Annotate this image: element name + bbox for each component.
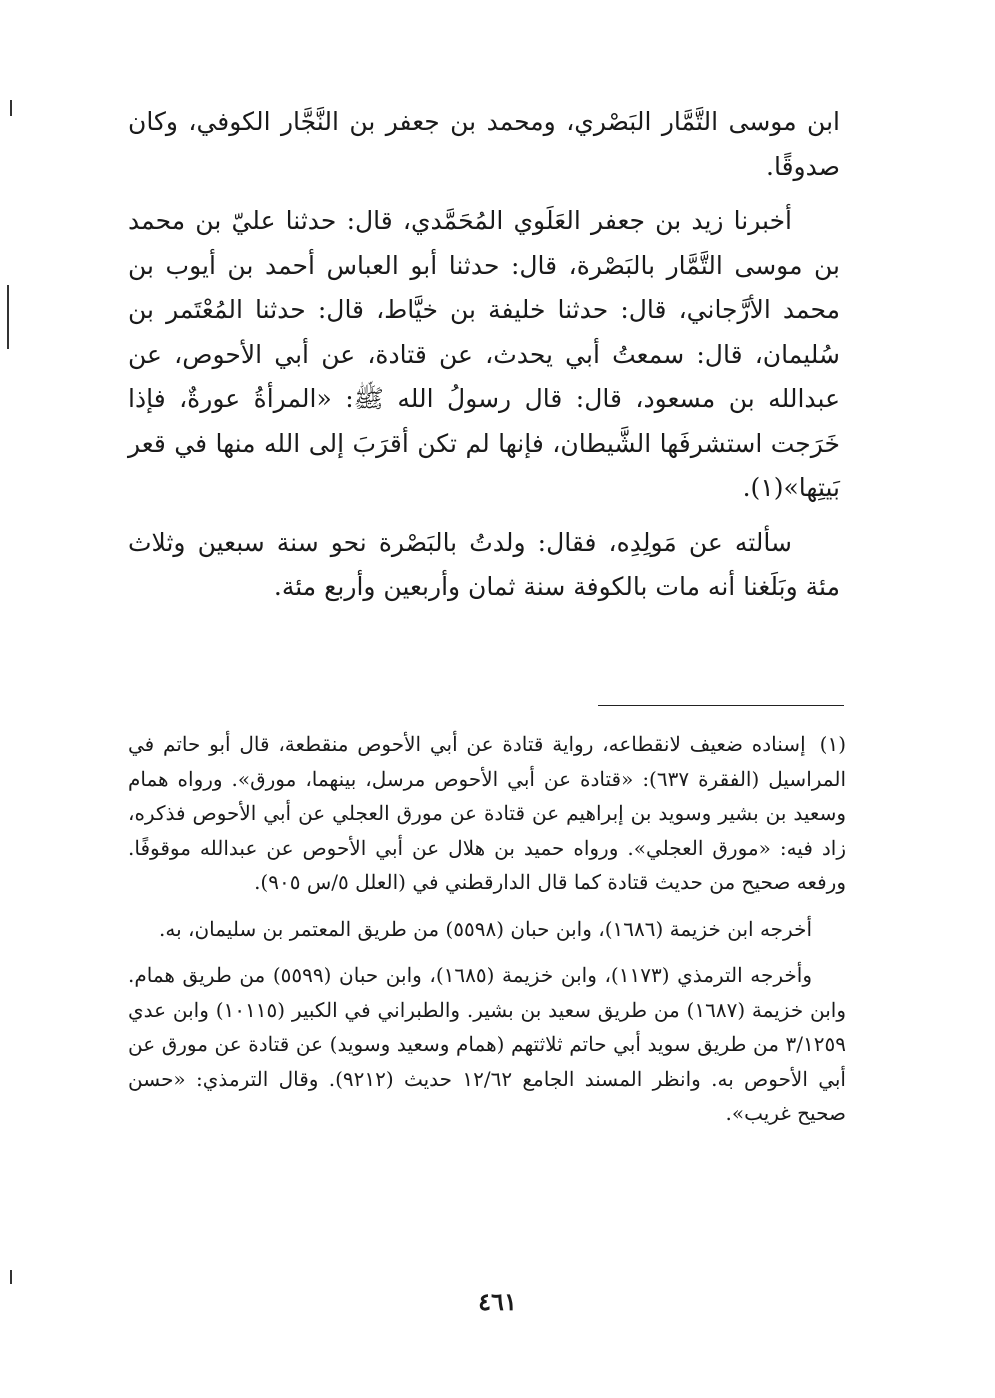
- scan-edge-mark: [10, 1270, 12, 1284]
- page-number: ٤٦١: [478, 1287, 517, 1316]
- scan-edge-mark: [7, 285, 9, 349]
- footnote-paragraph-2: أخرجه ابن خزيمة (١٦٨٦)، وابن حبان (٥٥٩٨) من طريق المعتمر بن سليمان، به.: [158, 916, 812, 941]
- paragraph-3: سألته عن مَولِدِه، فقال: ولدتُ بالبَصْرة نحو سنة سبعين وثلاث مئة وبَلَغنا أنه مات بالكوفة سنة ثمان وأربعين وأربع مئة.: [128, 527, 840, 601]
- main-text: [128, 100, 840, 620]
- footnote-marker: (١): [819, 732, 846, 756]
- footnote-1: [128, 727, 846, 900]
- scan-edge-mark: [10, 100, 12, 116]
- footnote-1-text: إسناده ضعيف لانقطاعه، رواية قتادة عن أبي الأحوص منقطعة، قال أبو حاتم في المراسيل (الفقرة ٦٣٧): «قتادة عن أبي الأحوص مرسل، بينهما، مورق». ورواه همام وسعيد بن بشير وسويد بن إبراهيم عن قتادة عن مورق العجلي عن أبي الأحوص فذكره، زاد فيه: «مورق العجلي». ورواه حميد بن هلال عن أبي الأحوص عن عبدالله موقوفًا. ورفعه صحيح من حديث قتادة كما قال الدارقطني في (العلل ٥/س ٩٠٥).: [128, 732, 847, 894]
- footnote-divider: [598, 705, 844, 706]
- footnotes: [128, 727, 846, 1143]
- paragraph-1: ابن موسى التَّمَّار البَصْري، ومحمد بن جعفر بن النَّجَّار الكوفي، وكان صدوقًا.: [128, 107, 840, 181]
- paragraph-2-hadith: أخبرنا زيد بن جعفر العَلَوي المُحَمَّدي، قال: حدثنا عليّ بن محمد بن موسى التَّمَّار بالبَصْرة، قال: حدثنا أبو العباس أحمد بن أيوب بن محمد الأرَّجاني، قال: حدثنا خليفة بن خيَّاط، قال: حدثنا المُعْتَمر بن سُليمان، قال: سمعتُ أبي يحدث، عن قتادة، عن أبي الأحوص، عن عبدالله بن مسعود، قال: قال رسولُ الله ﷺ: «المرأةُ عورةٌ، فإذا خَرَجت استشرفَها الشَّيطان، فإنها لم تكن أقرَبَ إلى الله منها في قعر بَيتِها»(١).: [128, 206, 840, 502]
- footnote-paragraph-3: وأخرجه الترمذي (١١٧٣)، وابن خزيمة (١٦٨٥)، وابن حبان (٥٥٩٩) من طريق همام. وابن خزيمة (١٦٨٧) من طريق سعيد بن بشير. والطبراني في الكبير (١٠١١٥) وابن عدي ٣/١٢٥٩ من طريق سويد أبي حاتم ثلاثتهم (همام وسعيد وسويد) عن قتادة عن مورق عن أبي الأحوص به. وانظر المسند الجامع ١٢/٦٢ حديث (٩٢١٢). وقال الترمذي: «حسن صحيح غريب».: [128, 963, 846, 1125]
